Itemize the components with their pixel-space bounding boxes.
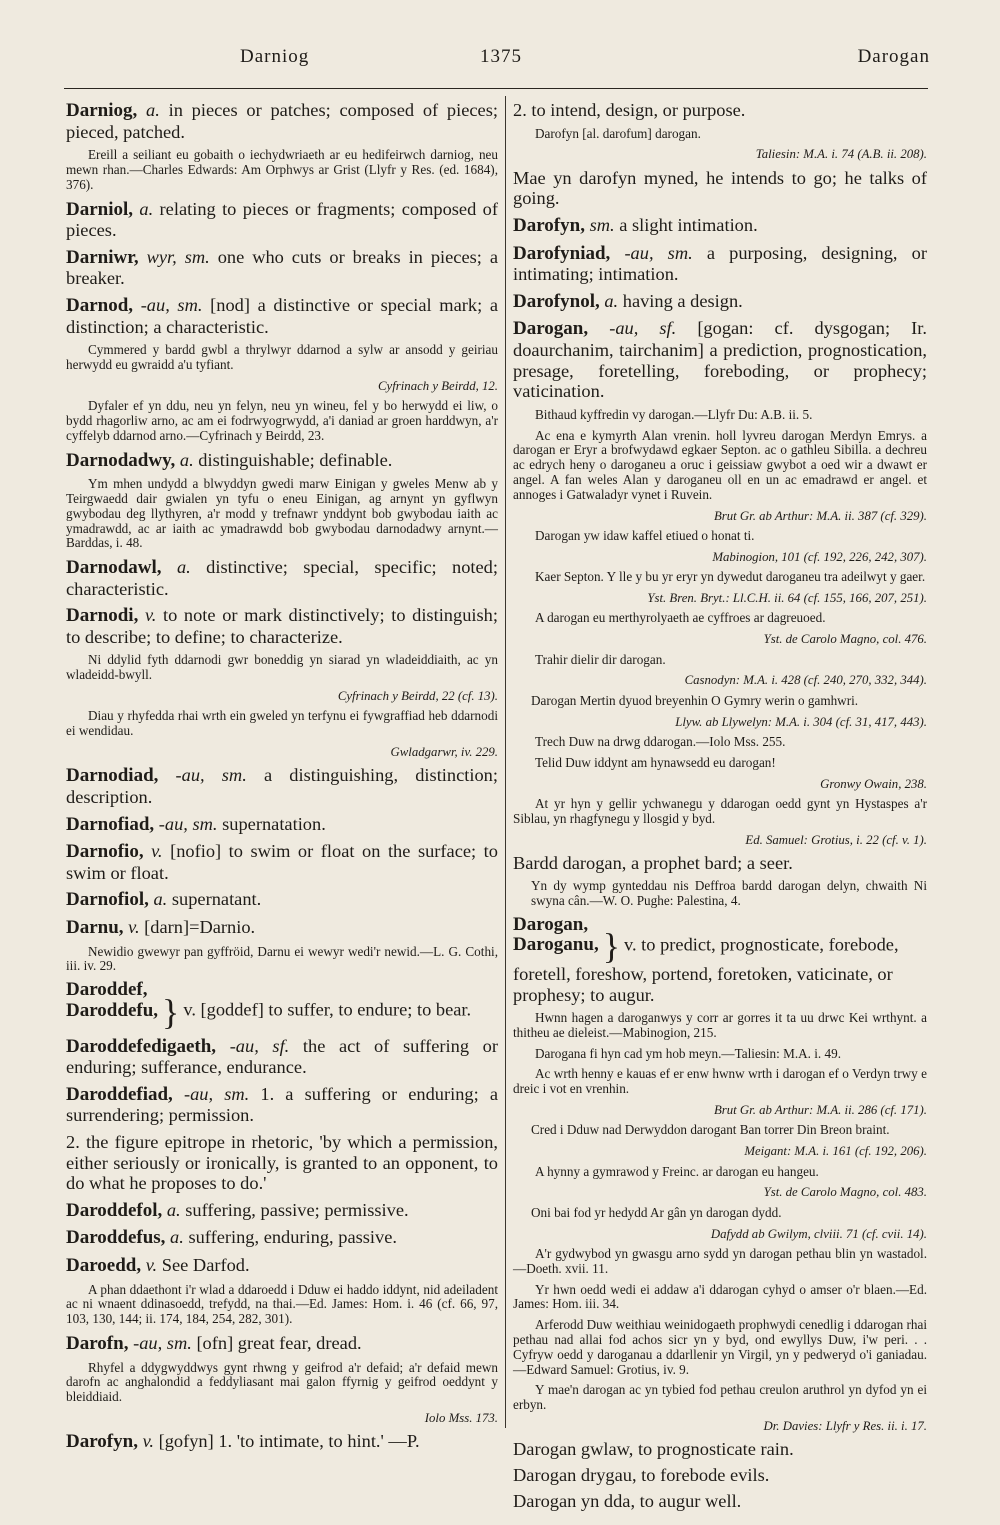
part-of-speech: v. [144,605,157,626]
headword: Darofynol, [513,290,600,312]
citation-quote: Dyfaler ef yn ddu, neu yn felyn, neu yn wineu, fel y bo herwydd ei liw, o bydd rhagorliw arno, ac am ei fodrwyogrwydd, a'i daniad ar groen harddwyn, a'r cyffelyb ddarnod arno.—Cyfrinach y Beirdd, 23. [66,398,498,443]
headword: Darnofio, [66,841,144,863]
dictionary-entry [66,247,498,289]
citation-quote: Hwnn hagen a daroganwys y corr ar gorres it ta uu drwc Kei wrthynt. a thitheu ae dieleist.—Mabinogion, 215. [513,1010,927,1040]
citation-quote: Trech Duw na drwg ddarogan.—Iolo Mss. 255. [535,733,786,749]
definition: [nod] a distinctive or special mark; a distinction; a characteristic. [66,294,498,337]
citation-quote: Ereill a seiliant eu gobaith o iechydwriaeth ar eu hedifeirwch darniog, neu mewn rhan.—Charles Edwards: Am Orphwys ar Grist (Llyfr y Res. (ed. 1684), 376). [66,147,498,192]
definition: 1. a suffering or enduring; a surrendering; permission. [66,1083,498,1126]
page-number: 1375 [480,46,522,67]
citation-quote: A phan ddaethont i'r wlad a ddaroedd i Dduw ei haddo iddynt, nid adeiladent ac ni wnaent ddinasoedd, trefydd, na thai.—Ed. James: Hom. i. 46 (cf. 66, 97, 103, 130, 144; ii. 174, 184, 254, 282, 301). [66,1281,498,1327]
dictionary-entry [66,1431,498,1453]
dictionary-entry [66,605,498,647]
part-of-speech: -au, sf. [229,1035,290,1056]
citation-quote: Ni ddylid fyth ddarnodi gwr boneddig yn siarad yn wladeiddiaith, ac yn wladeidd-bwyll. [66,652,498,683]
definition: one who cuts or breaks in pieces; a breaker. [66,246,498,289]
part-of-speech: a. [604,290,619,311]
phrase-entry: Darogan yn dda, to augur well. [513,1491,742,1512]
headword-pair [513,915,599,956]
part-of-speech: a. [153,889,168,910]
headword: Darnodadwy, [66,449,176,471]
definition: suffering, passive; permissive. [185,1199,409,1220]
headword: Darnodi, [66,605,139,627]
citation-quote: Yr hwn oedd wedi ei addaw a'i ddarogan cyhyd o amser o'r blaen.—Ed. James: Hom. iii. 34. [513,1281,927,1312]
part-of-speech: -au, sm. [140,294,203,315]
dictionary-entry [66,1333,498,1355]
dictionary-entry [513,168,927,209]
definition: in pieces or patches; composed of pieces; pieced, patched. [66,100,498,142]
citation-quote: A hynny a gymrawod y Freinc. ar darogan eu hangeu. [535,1163,819,1179]
dictionary-entry [66,765,498,807]
citation-source: Brut Gr. ab Arthur: M.A. ii. 286 (cf. 171). [713,1103,927,1118]
definition: distinctive; special, specific; noted; characteristic. [66,557,498,599]
part-of-speech: -au, sm. [175,765,247,786]
part-of-speech: -au, sm. [624,242,693,263]
dictionary-entry-pair [513,915,927,1006]
headword: Darogan, [513,318,589,340]
citation-quote: Cymmered y bardd gwbl a thrylwyr ddarnod a sylw ar ansodd y geiriau herwydd eu gwraidd a'u tyfiant. [66,342,498,372]
definition: v. to predict, prognosticate, forebode, foretell, foreshow, portend, foretoken, vaticinate, or prophesy; to augur. [513,934,899,1005]
citation-quote: At yr hyn y gellir ychwanegu y ddarogan oedd gynt yn Hystaspes a'r Siblau, yn rhagfynegu y llosgid y byd. [513,795,927,826]
brace-mark: } [162,991,180,1032]
part-of-speech: a. [139,198,154,219]
citation-quote: Bithaud kyffredin vy darogan.—Llyfr Du: A.B. ii. 5. [535,406,813,422]
citation-quote: Telid Duw iddynt am hynawsedd eu darogan! [535,754,776,770]
definition: See Darfod. [161,1254,250,1275]
citation-source: Cyfrinach y Beirdd, 12. [377,378,498,393]
headword: Darogan, [513,913,589,935]
headword: Daroedd, [66,1254,142,1276]
citation-quote: Ac ena e kymyrth Alan vrenin. holl lyvreu darogan Merdyn Emrys. a darogan er Eryr a brofwydawd egkaer Septon. ac o gathleu Sibilla. a dechreu ac edrych heny o daroganeu a oruc i geissiaw gwybot a oed wir a dwawt er angel. A fan weles Alan y daroganeu oll en un ac emadrawd er angel. et annoges i Gatwaladyr vynet i Ruvein. [513,427,927,502]
definition: [ofn] great fear, dread. [196,1332,362,1353]
dictionary-entry [66,917,498,939]
dictionary-entry [513,215,927,237]
citation-source: Yst. de Carolo Magno, col. 476. [763,632,927,647]
part-of-speech: v. [128,917,140,938]
citation-source: Yst. Bren. Bryt.: Ll.C.H. ii. 64 (cf. 155, 166, 207, 251). [647,590,927,605]
dictionary-entry [66,1200,498,1222]
definition: v. [goddef] to suffer, to endure; to bear. [183,999,472,1020]
citation-source: Gronwy Owain, 238. [820,776,927,791]
citation-verse: Yn dy wymp gynteddau nis Deffroa bardd darogan delyn, chwaith Ni swyna cân.—W. O. Pughe: Palestina, 4. [531,877,927,908]
headword: Daroganu, [513,934,599,956]
part-of-speech: v. [151,841,163,862]
definition: a purposing, designing, or intimating; intimation. [513,242,927,285]
headword: Daroddefedigaeth, [66,1035,217,1057]
part-of-speech: a. [176,557,191,578]
dictionary-entry [66,814,498,836]
dictionary-entry [513,291,927,313]
part-of-speech: -au, sf. [609,318,677,339]
citation-quote: Newidio gwewyr pan gyffröid, Darnu ei wewyr wedi'r newid.—L. G. Cothi, iii. iv. 29. [66,943,498,974]
citation-source: Taliesin: M.A. i. 74 (A.B. ii. 208). [755,147,927,162]
headword: Darofyniad, [513,242,611,264]
dictionary-entry [66,295,498,337]
citation-quote: Darofyn [al. darofum] darogan. [535,125,701,141]
part-of-speech: -au, sm. [133,1332,192,1353]
citation-quote: Rhyfel a ddygwyddwys gynt rhwng y geifrod a'r defaid; a'r defaid mewn darofn ac anghalondid a feddyliasant mai galon ffyrnig y geifrod oeddynt y bleiddiaid. [66,1359,498,1405]
right-column [513,100,927,1517]
citation-quote: Darogana fi hyn cad ym hob meyn.—Taliesin: M.A. i. 49. [535,1045,841,1061]
left-column [66,100,498,1459]
running-head [60,46,930,76]
headword: Darnodawl, [66,557,162,579]
headword: Darnu, [66,917,124,939]
header-rule [64,88,928,89]
headword-pair [66,980,158,1021]
headword: Darniwr, [66,246,139,268]
definition: [nofio] to swim or float on the surface; to swim or float. [66,841,498,883]
headword: Darnod, [66,294,134,316]
definition: Mae yn darofyn myned, he intends to go; he talks of going. [513,167,927,209]
citation-quote: A'r gydwybod yn gwasgu arno sydd yn darogan pethau blin yn wastadol.—Doeth. xvii. 11. [513,1246,927,1276]
phrase-entry: Bardd darogan, a prophet bard; a seer. [513,852,793,873]
dictionary-entry [66,841,498,883]
definition: relating to pieces or fragments; composed of pieces. [66,198,498,241]
dictionary-entry [66,199,498,241]
citation-quote: Trahir dielir dir darogan. [535,651,666,667]
part-of-speech: wyr, sm. [146,246,210,267]
headword: Daroddefus, [66,1227,166,1249]
dictionary-entry [66,1132,498,1194]
citation-source: Iolo Mss. 173. [424,1410,498,1425]
column-divider [505,96,506,1428]
definition: 2. to intend, design, or purpose. [513,100,746,120]
dictionary-entry [66,1227,498,1249]
part-of-speech: v. [145,1254,158,1275]
citation-source: Casnodyn: M.A. i. 428 (cf. 240, 270, 332, 344). [684,673,927,688]
headword: Darniog, [66,100,138,121]
definition: distinguishable; definable. [198,449,393,470]
dictionary-entry [66,1036,498,1078]
part-of-speech: a. [146,100,160,120]
citation-source: Cyfrinach y Beirdd, 22 (cf. 13). [337,689,498,704]
citation-quote: Ym mhen undydd a blwyddyn gwedi marw Einigan y gweles Menw ab y Teirgwaedd dair gwialen yn tyfu o eneu Einigan, ag arnynt yn gyflwyn gwybodau deg llythyren, a'r modd y trefnawr ynddynt bob gwybodau iaith ac ymadrawdd, ac ar iaith ac ymadrawdd bob gwybodau darnodadwy arnynt.—Barddas, i. 48. [66,476,498,551]
headword: Darnodiad, [66,765,159,787]
citation-quote: Kaer Septon. Y lle y bu yr eryr yn dywedut daroganeu tra adeilwyt y gaer. [535,569,926,585]
dictionary-entry-pair [66,979,498,1032]
definition: to note or mark distinctively; to distinguish; to describe; to define; to characterize. [66,605,498,647]
citation-source: Ed. Samuel: Grotius, i. 22 (cf. v. 1). [745,832,927,847]
dictionary-entry [513,100,927,121]
definition: a slight intimation. [619,214,758,235]
citation-verse: Cred i Dduw nad Derwyddon darogant Ban torrer Din Breon braint. [531,1122,890,1138]
citation-source: Gwladgarwr, iv. 229. [390,745,498,760]
part-of-speech: a. [166,1199,181,1220]
citation-source: Mabinogion, 101 (cf. 192, 226, 242, 307). [712,549,927,564]
dictionary-entry [66,1084,498,1126]
dictionary-entry [513,318,927,401]
citation-verse: Darogan Mertin dyuod breyenhin O Gymry werin o gamhwri. [531,692,859,708]
definition: [gogan: cf. dysgogan; Ir. doaurchanim, tairchanim] a prediction, prognostication, presage, foretelling, foreboding, or prophecy; vaticination. [513,318,927,402]
part-of-speech: -au, sm. [158,813,218,834]
definition: suffering, enduring, passive. [188,1227,397,1248]
citation-quote: Diau y rhyfedda rhai wrth ein gweled yn terfynu ei fywgraffiad heb ddarnodi ei wendidau. [66,708,498,739]
citation-quote: Y mae'n darogan ac yn tybied fod pethau creulon aruthrol yn dyfod yn ei erbyn. [513,1382,927,1413]
headword: Daroddefu, [66,999,159,1021]
part-of-speech: sm. [589,214,615,235]
citation-quote: Darogan yw idaw kaffel etiued o honat ti. [535,527,755,543]
citation-source: Dafydd ab Gwilym, clviii. 71 (cf. cvii. 14). [710,1226,927,1241]
definition: 2. the figure epitrope in rhetoric, 'by which a permission, either seriously or ironically, is granted to an opponent, to do what he proposes to do.' [66,1131,498,1194]
dictionary-entry [66,557,498,599]
headword: Daroddefiad, [66,1083,173,1105]
part-of-speech: a. [179,449,194,470]
headword: Darofyn, [66,1431,138,1453]
phrase-entry: Darogan drygau, to forebode evils. [513,1465,770,1486]
header-left-guide-word: Darniog [240,46,310,67]
definition: a distinguishing, distinction; description. [66,765,498,808]
dictionary-entry [66,450,498,472]
definition: supernatation. [222,813,326,834]
headword: Darofn, [66,1332,129,1354]
dictionary-entry [66,1255,498,1277]
dictionary-entry [66,889,498,911]
citation-source: Llyw. ab Llywelyn: M.A. i. 304 (cf. 31, 417, 443). [675,714,927,729]
phrase-entry: Darogan gwlaw, to prognosticate rain. [513,1439,794,1460]
citation-source: Dr. Davies: Llyfr y Res. ii. i. 17. [763,1419,927,1434]
definition: having a design. [622,290,743,311]
headword: Darnofiad, [66,813,155,835]
citation-quote: Ac wrth henny e kauas ef er enw hwnw wrth i darogan ef o Verdyn trwy e dreic i vot en vrenhin. [513,1066,927,1097]
headword: Daroddefol, [66,1199,163,1221]
citation-source: Meigant: M.A. i. 161 (cf. 192, 206). [744,1144,927,1159]
definition: [darn]=Darnio. [144,917,256,938]
headword: Darofyn, [513,214,585,236]
citation-source: Yst. de Carolo Magno, col. 483. [763,1185,927,1200]
header-right-guide-word: Darogan [857,46,930,67]
headword: Daroddef, [66,979,148,1001]
brace-mark: } [602,925,620,966]
dictionary-entry [513,243,927,285]
headword: Darniol, [66,198,134,220]
citation-quote: A darogan eu merthyrolyaeth ae cyffroes ar dagreuoed. [535,610,826,626]
definition: [gofyn] 1. 'to intimate, to hint.' —P. [158,1431,420,1452]
citation-quote: Arferodd Duw weithiau weinidogaeth prophwydi cenedlig i ddarogan rhai pethau nad allai fod achos sicr yn y byd, ond ewyllys Duw, i'w peri. . . Cyfryw oedd y daroganau a ddarllenir yn Virgil, yn y pedweryd o'i ganiadau.—Edward Samuel: Grotius, iv. 9. [513,1317,927,1377]
definition: supernatant. [171,889,262,910]
dictionary-entry [66,100,498,142]
part-of-speech: v. [142,1431,154,1452]
citation-source: Brut Gr. ab Arthur: M.A. ii. 387 (cf. 329). [713,508,927,523]
part-of-speech: -au, sm. [183,1083,250,1104]
citation-verse: Oni bai fod yr hedydd Ar gân yn darogan dydd. [531,1204,782,1220]
part-of-speech: a. [170,1227,184,1248]
definition: the act of suffering or enduring; sufferance, endurance. [66,1035,498,1078]
headword: Darnofiol, [66,889,149,911]
